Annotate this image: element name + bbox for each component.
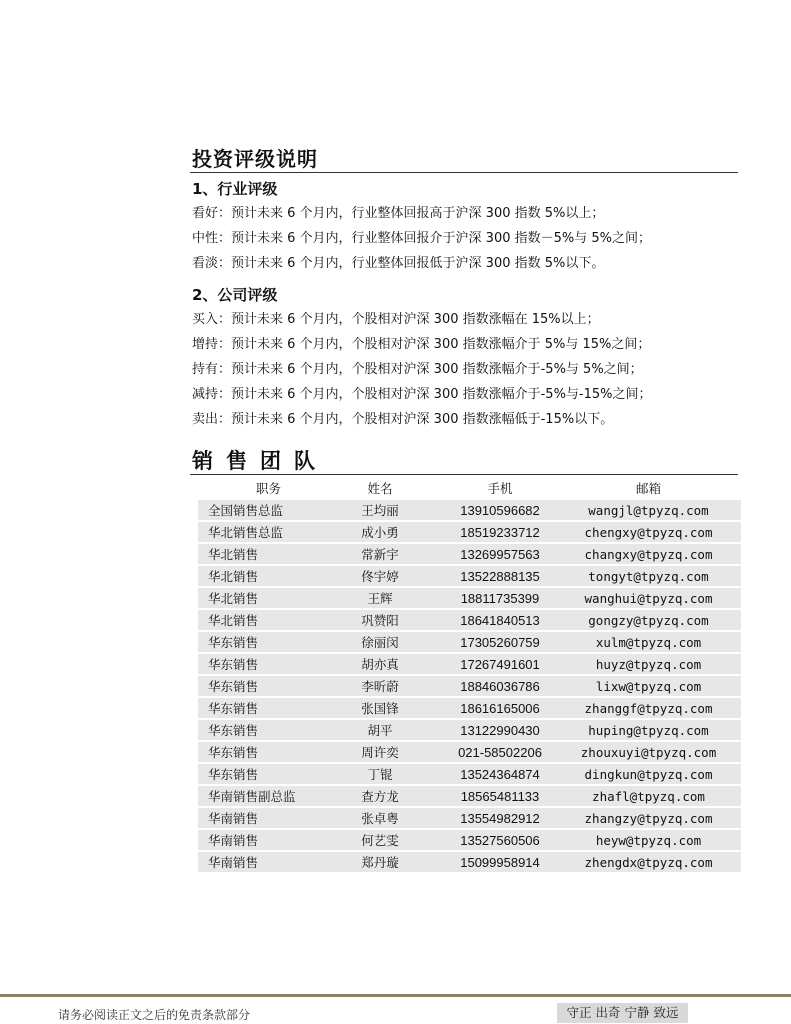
cell-name: 张国锋 [361,701,399,716]
cell-phone: 13122990430 [460,722,540,738]
cell-phone: 13527560506 [460,832,540,848]
table-row [198,632,741,652]
industry-rating-line: 中性：预计未来 6 个月内，行业整体回报介于沪深 300 指数－5%与 5%之间； [192,231,651,246]
table-row [198,544,741,564]
cell-email: changxy@tpyzq.com [584,546,713,562]
header-phone: 手机 [487,481,513,496]
cell-email: zhouxuyi@tpyzq.com [580,744,717,760]
table-row [198,742,741,762]
sales-team-table [198,478,741,872]
cell-phone: 18616165006 [460,700,540,716]
cell-name: 胡亦真 [361,657,399,672]
cell-name: 成小勇 [361,525,399,540]
table-row [198,676,741,696]
company-rating-line: 减持：预计未来 6 个月内，个股相对沪深 300 指数涨幅介于-5%与-15%之间； [192,387,652,402]
cell-phone: 13522888135 [460,568,540,584]
table-row [198,808,741,828]
table-row [198,610,741,630]
cell-phone: 17267491601 [460,656,540,672]
cell-name: 查方龙 [361,789,399,804]
team-divider [190,474,738,475]
cell-phone: 13554982912 [460,810,540,826]
cell-phone: 15099958914 [460,854,540,870]
table-row [198,786,741,806]
table-row [198,588,741,608]
company-rating-line: 买入：预计未来 6 个月内，个股相对沪深 300 指数涨幅在 15%以上； [192,312,600,327]
table-row [198,654,741,674]
cell-email: gongzy@tpyzq.com [588,612,709,628]
cell-phone: 13269957563 [460,546,540,562]
industry-rating-line: 看淡：预计未来 6 个月内，行业整体回报低于沪深 300 指数 5%以下。 [192,256,605,271]
cell-name: 巩赞阳 [361,613,399,628]
cell-phone: 18565481133 [460,788,540,804]
cell-email: dingkun@tpyzq.com [584,766,713,782]
cell-position: 华北销售 [208,569,259,584]
cell-position: 华北销售总监 [208,525,284,540]
cell-position: 华东销售 [208,701,259,716]
company-rating-heading: 2、公司评级 [192,286,278,304]
company-rating-line: 增持：预计未来 6 个月内，个股相对沪深 300 指数涨幅介于 5%与 15%之间； [192,337,651,352]
header-position: 职务 [256,481,282,496]
cell-position: 华南销售副总监 [208,789,296,804]
cell-position: 华北销售 [208,547,259,562]
cell-name: 常新宇 [361,547,399,562]
cell-email: lixw@tpyzq.com [595,678,702,694]
cell-phone: 17305260759 [460,634,540,650]
cell-position: 华北销售 [208,591,259,606]
table-row [198,698,741,718]
cell-name: 郑丹璇 [361,855,399,870]
cell-email: wangjl@tpyzq.com [588,502,709,518]
cell-name: 何艺雯 [361,833,399,848]
footer-motto: 守正 出奇 宁静 致远 [557,1003,688,1023]
footer-rule [0,994,791,997]
cell-position: 华东销售 [208,657,259,672]
table-row [198,566,741,586]
industry-rating-heading: 1、行业评级 [192,180,278,198]
table-row [198,852,741,872]
cell-name: 佟宇婷 [361,569,399,584]
cell-phone: 18519233712 [460,524,540,540]
sales-team-title: 销售团队 [192,449,328,473]
cell-phone: 18811735399 [460,590,540,606]
cell-name: 丁锟 [367,767,393,782]
footer-disclaimer: 请务必阅读正文之后的免责条款部分 [58,1008,251,1022]
cell-position: 华东销售 [208,767,259,782]
cell-position: 华北销售 [208,613,259,628]
cell-phone: 021-58502206 [458,744,542,760]
cell-position: 华东销售 [208,723,259,738]
cell-name: 胡平 [367,723,393,738]
cell-phone: 18846036786 [460,678,540,694]
table-body [198,500,741,872]
cell-position: 全国销售总监 [208,503,284,518]
cell-email: tongyt@tpyzq.com [588,568,709,584]
cell-email: zhanggf@tpyzq.com [584,700,713,716]
table-row [198,522,741,542]
title-divider [190,172,738,173]
company-rating-line: 卖出：预计未来 6 个月内，个股相对沪深 300 指数涨幅低于-15%以下。 [192,412,614,427]
rating-title: 投资评级说明 [192,147,318,171]
cell-position: 华东销售 [208,679,259,694]
cell-phone: 13524364874 [460,766,540,782]
cell-email: zhafl@tpyzq.com [592,788,705,804]
cell-name: 李昕蔚 [361,679,399,694]
cell-email: xulm@tpyzq.com [595,634,702,650]
cell-name: 徐丽闵 [361,635,399,650]
cell-phone: 13910596682 [460,502,540,518]
cell-position: 华南销售 [208,855,259,870]
cell-email: zhengdx@tpyzq.com [584,854,713,870]
cell-name: 王均丽 [361,503,399,518]
header-name: 姓名 [367,481,393,496]
table-row [198,500,741,520]
cell-phone: 18641840513 [460,612,540,628]
cell-position: 华南销售 [208,811,259,826]
table-header-row [198,478,741,498]
header-email: 邮箱 [635,481,661,496]
table-row [198,830,741,850]
cell-email: wanghui@tpyzq.com [584,590,713,606]
cell-email: chengxy@tpyzq.com [584,524,713,540]
cell-position: 华东销售 [208,745,259,760]
cell-email: zhangzy@tpyzq.com [584,810,713,826]
industry-rating-line: 看好：预计未来 6 个月内，行业整体回报高于沪深 300 指数 5%以上； [192,206,605,221]
company-rating-line: 持有：预计未来 6 个月内，个股相对沪深 300 指数涨幅介于-5%与 5%之间； [192,362,643,377]
cell-name: 周许奕 [361,745,399,760]
table-row [198,764,741,784]
table-row [198,720,741,740]
cell-email: huping@tpyzq.com [588,722,709,738]
cell-position: 华南销售 [208,833,259,848]
cell-position: 华东销售 [208,635,259,650]
cell-name: 王辉 [367,591,393,606]
cell-email: huyz@tpyzq.com [595,656,702,672]
cell-name: 张卓粤 [361,811,399,826]
cell-email: heyw@tpyzq.com [595,832,702,848]
